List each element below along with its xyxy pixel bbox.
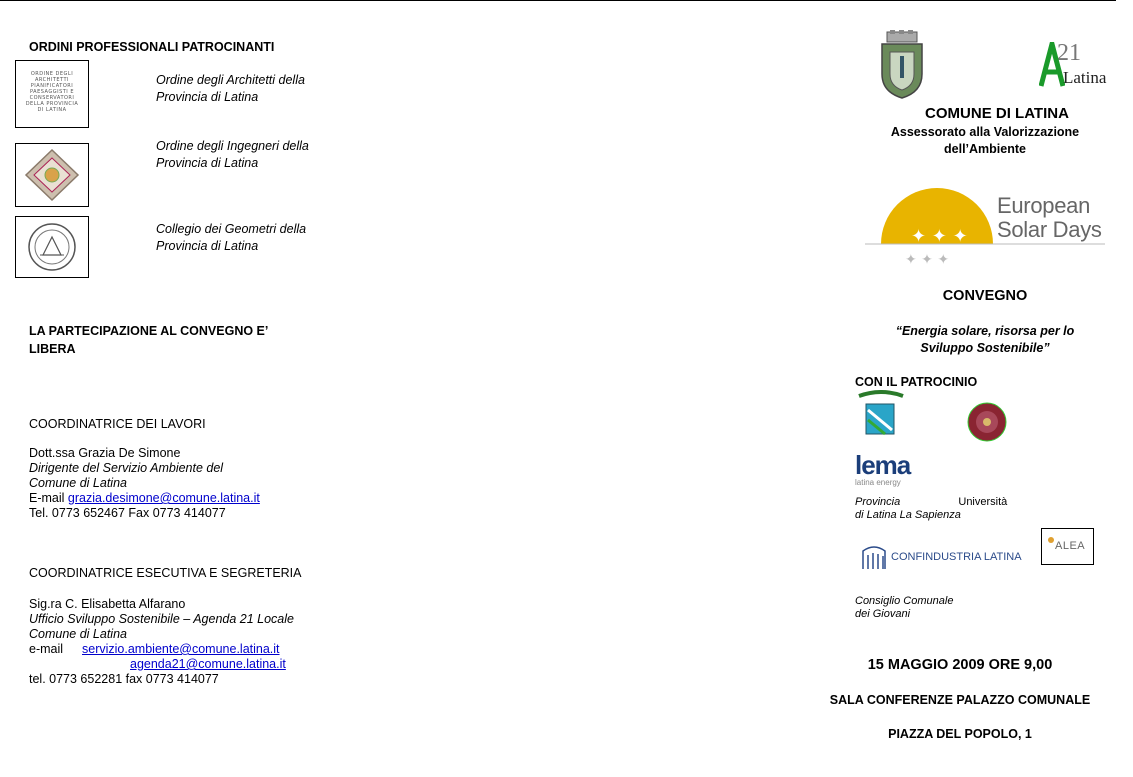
ingegneri-emblem-icon <box>16 144 88 206</box>
coordinatrice-tel: Tel. 0773 652467 Fax 0773 414077 <box>29 506 226 520</box>
collegio-geometri-line2: Provincia di Latina <box>156 239 259 253</box>
patrocinio-heading: CON IL PATROCINIO <box>855 375 978 389</box>
coordinatrice-heading: COORDINATRICE DEI LAVORI <box>29 417 206 431</box>
lema-logo <box>855 452 910 487</box>
segreteria-name: Sig.ra C. Elisabetta Alfarano <box>29 597 186 611</box>
coordinatrice-email-row <box>29 491 260 506</box>
agenda21-logo <box>1035 40 1105 92</box>
svg-text:✦ ✦ ✦: ✦ ✦ ✦ <box>905 252 950 268</box>
event-venue: SALA CONFERENZE PALAZZO COMUNALE <box>829 693 1091 707</box>
subtitle-line2: Sviluppo Sostenibile” <box>920 341 1050 355</box>
segreteria-heading: COORDINATRICE ESECUTIVA E SEGRETERIA <box>29 566 302 580</box>
ordine-ingegneri-line2: Provincia di Latina <box>156 156 259 170</box>
coordinatrice-role1: Dirigente del Servizio Ambiente del <box>29 461 224 475</box>
confindustria-emblem-icon <box>860 543 888 571</box>
top-rule <box>0 0 1116 1</box>
partecipazione-heading <box>29 322 268 358</box>
assessorato-line2: dell’Ambiente <box>944 142 1026 156</box>
coordinatrice-email-label: E-mail <box>29 491 65 505</box>
lema-wordmark: lema <box>855 450 911 480</box>
assessorato <box>862 124 1108 158</box>
agenda21-number: 21 <box>1057 40 1081 66</box>
segreteria-role2: Comune di Latina <box>29 627 127 641</box>
ordine-ingegneri-line1: Ordine degli Ingegneri della <box>156 139 309 153</box>
patrocinio-captions <box>855 496 1007 522</box>
segreteria-email-link-1[interactable]: servizio.ambiente@comune.latina.it <box>82 642 280 656</box>
assessorato-line1: Assessorato alla Valorizzazione <box>890 125 1080 139</box>
segreteria-role1: Ufficio Sviluppo Sostenibile – Agenda 21 Locale <box>29 612 294 626</box>
geometri-seal-icon <box>16 217 88 277</box>
alea-dot-icon <box>1048 537 1054 543</box>
event-date: 15 MAGGIO 2009 ORE 9,00 <box>867 657 1053 673</box>
european-solar-days-logo <box>865 182 1105 270</box>
partecipazione-line1: LA PARTECIPAZIONE AL CONVEGNO E’ <box>29 324 269 338</box>
confindustria-logo <box>860 543 1022 571</box>
consiglio-caption <box>855 595 953 621</box>
confindustria-text: CONFINDUSTRIA LATINA <box>891 551 1022 563</box>
ordini-heading: ORDINI PROFESSIONALI PATROCINANTI <box>29 40 275 54</box>
coordinatrice-role2: Comune di Latina <box>29 476 127 490</box>
subtitle-line1: “Energia solare, risorsa per lo <box>895 324 1075 338</box>
consiglio-line1: Consiglio Comunale <box>855 595 954 607</box>
segreteria-email-label: e-mail <box>29 642 64 656</box>
partecipazione-line2: LIBERA <box>29 342 76 356</box>
event-address: PIAZZA DEL POPOLO, 1 <box>888 727 1032 741</box>
agenda21-text: Latina <box>1063 68 1107 87</box>
caption-row-1 <box>855 496 1007 509</box>
caption-row-2: di Latina La Sapienza <box>855 509 961 521</box>
alea-logo <box>1041 528 1094 565</box>
segreteria-email-link-2[interactable]: agenda21@comune.latina.it <box>130 657 286 671</box>
sapienza-seal-icon <box>966 400 1008 444</box>
svg-text:✦ ✦ ✦: ✦ ✦ ✦ <box>911 226 968 247</box>
consiglio-line2: dei Giovani <box>855 608 911 620</box>
ordine-architetti-line1: Ordine degli Architetti della <box>156 73 305 87</box>
convegno-subtitle <box>862 323 1108 357</box>
convegno-title: CONVEGNO <box>942 288 1028 304</box>
coordinatrice-email-link[interactable]: grazia.desimone@comune.latina.it <box>67 491 260 505</box>
collegio-geometri-line1: Collegio dei Geometri della <box>156 222 307 236</box>
architetti-logo-text: ORDINE DEGLI ARCHITETTI PIANIFICATORI PAESAGGISTI E CONSERVATORI DELLA PROVINCIA DI LATINA <box>25 71 79 113</box>
solar-title <box>997 194 1102 242</box>
segreteria-tel: tel. 0773 652281 fax 0773 414077 <box>29 672 219 686</box>
lema-subtext: latina energy <box>855 478 901 487</box>
segreteria-email-row <box>29 642 294 657</box>
segreteria-block <box>29 597 294 687</box>
caption-provincia: Provincia <box>855 496 901 508</box>
segreteria-email-row-2 <box>29 657 294 672</box>
comune-title: COMUNE DI LATINA <box>925 105 1069 122</box>
solar-line2: Solar Days <box>997 217 1102 242</box>
ordine-architetti-line2: Provincia di Latina <box>156 90 259 104</box>
alea-text: ALEA <box>1055 540 1086 552</box>
architetti-logo <box>15 60 89 128</box>
geometri-logo <box>15 216 89 278</box>
solar-line1: European <box>997 193 1091 218</box>
latina-coat-of-arms-icon <box>878 30 926 100</box>
agenda21-a-icon <box>1039 42 1065 88</box>
ingegneri-logo <box>15 143 89 207</box>
caption-universita: Università <box>958 496 1008 508</box>
coordinatrice-block <box>29 446 260 521</box>
coordinatrice-name: Dott.ssa Grazia De Simone <box>29 446 181 460</box>
provincia-latina-emblem-icon <box>855 390 907 442</box>
